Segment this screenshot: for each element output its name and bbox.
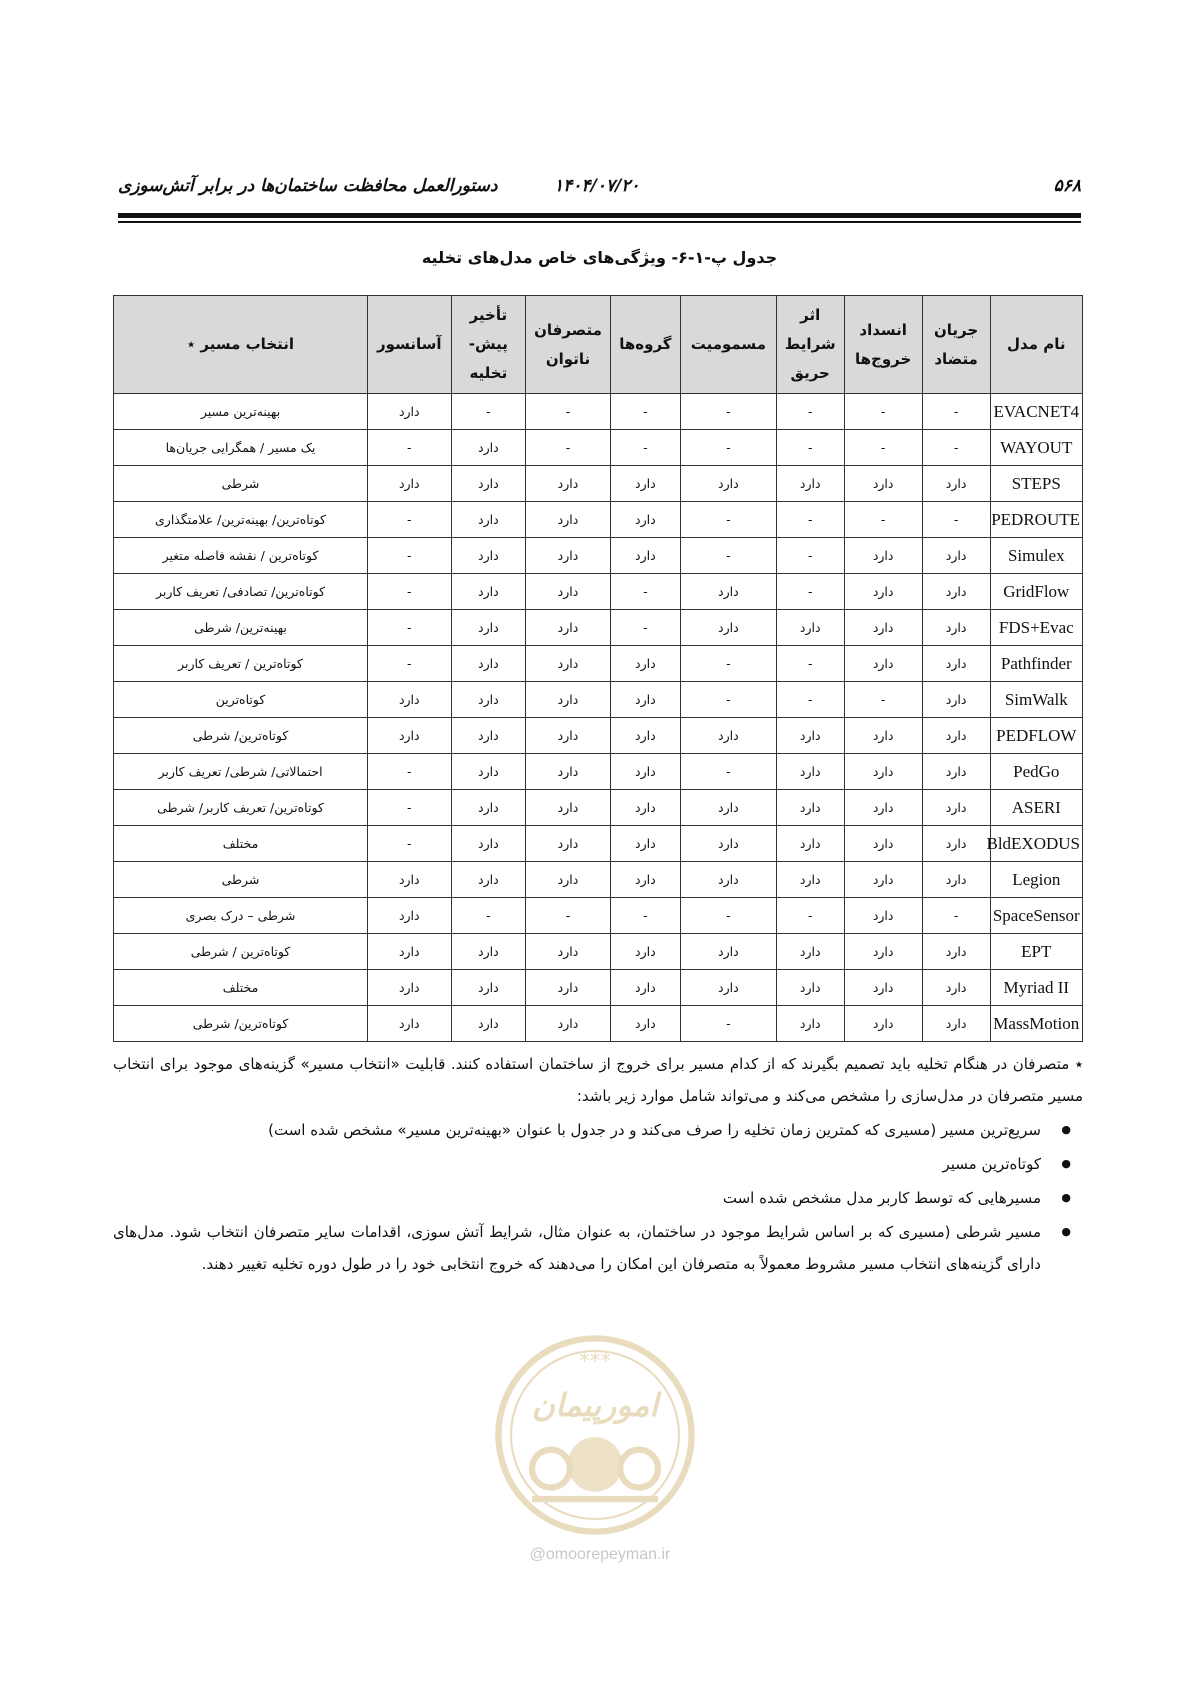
footnote-bullet: ● سریع‌ترین مسیر (مسیری که کمترین زمان تخلیه را صرف می‌کند و در جدول با عنوان «بهینه‌ترین مسیر» مشخص شده است) bbox=[113, 1114, 1083, 1146]
feature-cell: - bbox=[922, 430, 990, 466]
feature-cell: - bbox=[680, 682, 776, 718]
feature-cell: - bbox=[451, 898, 526, 934]
table-row bbox=[114, 718, 1083, 754]
feature-cell: دارد bbox=[368, 898, 452, 934]
feature-cell: دارد bbox=[610, 754, 680, 790]
feature-cell: - bbox=[776, 646, 844, 682]
feature-cell: دارد bbox=[368, 1006, 452, 1042]
feature-cell: - bbox=[922, 394, 990, 430]
feature-cell: دارد bbox=[526, 754, 611, 790]
feature-cell: - bbox=[526, 430, 611, 466]
feature-cell: دارد bbox=[526, 970, 611, 1006]
column-header: آسانسور bbox=[368, 296, 452, 394]
feature-cell: دارد bbox=[922, 718, 990, 754]
feature-cell: - bbox=[680, 754, 776, 790]
feature-cell: دارد bbox=[844, 466, 922, 502]
column-header: متصرفان ناتوان bbox=[526, 296, 611, 394]
header-rule-thin bbox=[118, 221, 1081, 223]
route-choice-cell: بهینه‌ترین مسیر bbox=[114, 394, 368, 430]
table-row bbox=[114, 1006, 1083, 1042]
model-name-cell: FDS+Evac bbox=[990, 610, 1082, 646]
feature-cell: دارد bbox=[844, 1006, 922, 1042]
feature-cell: دارد bbox=[922, 862, 990, 898]
table-row bbox=[114, 754, 1083, 790]
feature-cell: - bbox=[776, 430, 844, 466]
model-name-cell: PEDROUTE bbox=[990, 502, 1082, 538]
feature-cell: دارد bbox=[610, 466, 680, 502]
column-header: مسمومیت bbox=[680, 296, 776, 394]
model-name-cell: SimWalk bbox=[990, 682, 1082, 718]
feature-cell: دارد bbox=[776, 1006, 844, 1042]
feature-cell: دارد bbox=[680, 466, 776, 502]
model-name-cell: EVACNET4 bbox=[990, 394, 1082, 430]
feature-cell: دارد bbox=[922, 934, 990, 970]
feature-cell: دارد bbox=[844, 574, 922, 610]
feature-cell: دارد bbox=[451, 610, 526, 646]
model-name-cell: EPT bbox=[990, 934, 1082, 970]
feature-cell: - bbox=[680, 898, 776, 934]
feature-cell: دارد bbox=[844, 538, 922, 574]
table-row bbox=[114, 466, 1083, 502]
table-header-row bbox=[114, 296, 1083, 394]
feature-cell: دارد bbox=[368, 682, 452, 718]
model-name-cell: GridFlow bbox=[990, 574, 1082, 610]
model-name-cell: Myriad II bbox=[990, 970, 1082, 1006]
feature-cell: دارد bbox=[526, 1006, 611, 1042]
feature-cell: دارد bbox=[526, 538, 611, 574]
feature-cell: دارد bbox=[451, 682, 526, 718]
feature-cell: دارد bbox=[776, 610, 844, 646]
table-row bbox=[114, 610, 1083, 646]
feature-cell: دارد bbox=[610, 790, 680, 826]
column-header: اثر شرایط حریق bbox=[776, 296, 844, 394]
watermark-logo-text: امورپیمان bbox=[531, 1388, 659, 1425]
feature-cell: دارد bbox=[526, 790, 611, 826]
watermark-logo bbox=[490, 1330, 700, 1540]
feature-cell: دارد bbox=[610, 682, 680, 718]
watermark-url: @omoorepeyman.ir bbox=[529, 1546, 671, 1563]
route-choice-cell: مختلف bbox=[114, 826, 368, 862]
feature-cell: - bbox=[368, 790, 452, 826]
feature-cell: - bbox=[680, 538, 776, 574]
feature-cell: دارد bbox=[610, 1006, 680, 1042]
feature-cell: دارد bbox=[451, 826, 526, 862]
feature-cell: دارد bbox=[526, 826, 611, 862]
feature-cell: - bbox=[680, 394, 776, 430]
feature-cell: دارد bbox=[844, 862, 922, 898]
feature-cell: دارد bbox=[610, 718, 680, 754]
feature-cell: - bbox=[844, 682, 922, 718]
feature-cell: دارد bbox=[368, 934, 452, 970]
feature-cell: - bbox=[776, 502, 844, 538]
feature-cell: دارد bbox=[526, 502, 611, 538]
feature-cell: - bbox=[368, 610, 452, 646]
feature-cell: - bbox=[776, 898, 844, 934]
table-row bbox=[114, 394, 1083, 430]
feature-cell: دارد bbox=[610, 538, 680, 574]
route-choice-cell: مختلف bbox=[114, 970, 368, 1006]
table-row bbox=[114, 970, 1083, 1006]
feature-cell: دارد bbox=[922, 826, 990, 862]
feature-cell: دارد bbox=[526, 574, 611, 610]
feature-cell: - bbox=[922, 502, 990, 538]
feature-cell: دارد bbox=[368, 394, 452, 430]
feature-cell: - bbox=[680, 502, 776, 538]
feature-cell: دارد bbox=[610, 502, 680, 538]
feature-cell: - bbox=[368, 502, 452, 538]
feature-cell: دارد bbox=[776, 970, 844, 1006]
feature-cell: دارد bbox=[922, 646, 990, 682]
table-row bbox=[114, 826, 1083, 862]
route-choice-cell: کوتاه‌ترین/ شرطی bbox=[114, 1006, 368, 1042]
feature-cell: - bbox=[368, 574, 452, 610]
feature-cell: دارد bbox=[844, 610, 922, 646]
feature-cell: دارد bbox=[526, 682, 611, 718]
model-name-cell: Legion bbox=[990, 862, 1082, 898]
feature-cell: دارد bbox=[844, 754, 922, 790]
footnote-bullet-list bbox=[113, 1114, 1083, 1280]
feature-cell: دارد bbox=[776, 718, 844, 754]
feature-cell: - bbox=[680, 1006, 776, 1042]
feature-cell: دارد bbox=[680, 970, 776, 1006]
table-row bbox=[114, 502, 1083, 538]
feature-cell: دارد bbox=[526, 718, 611, 754]
route-choice-cell: شرطی bbox=[114, 466, 368, 502]
feature-cell: - bbox=[844, 430, 922, 466]
footnote bbox=[113, 1048, 1083, 1282]
feature-cell: دارد bbox=[451, 646, 526, 682]
feature-cell: دارد bbox=[680, 718, 776, 754]
table-row bbox=[114, 790, 1083, 826]
feature-cell: دارد bbox=[776, 862, 844, 898]
table-row bbox=[114, 646, 1083, 682]
model-name-cell: PEDFLOW bbox=[990, 718, 1082, 754]
table-row bbox=[114, 898, 1083, 934]
table-row bbox=[114, 862, 1083, 898]
table-row bbox=[114, 430, 1083, 466]
table-row bbox=[114, 538, 1083, 574]
feature-cell: دارد bbox=[776, 826, 844, 862]
feature-cell: دارد bbox=[610, 826, 680, 862]
feature-cell: دارد bbox=[776, 754, 844, 790]
route-choice-cell: کوتاه‌ترین / نقشه فاصله متغیر bbox=[114, 538, 368, 574]
route-choice-cell: شرطی – درک بصری bbox=[114, 898, 368, 934]
footnote-intro: ٭ متصرفان در هنگام تخلیه باید تصمیم بگیرند که از کدام مسیر برای خروج از ساختمان استفاده کنند. قابلیت «انتخاب مسیر» گزینه‌های موجود برای انتخاب مسیر متصرفان در مدل‌سازی را مشخص می‌کند و می‌تواند شامل موارد زیر باشد: bbox=[113, 1055, 1083, 1105]
feature-cell: - bbox=[844, 394, 922, 430]
feature-cell: دارد bbox=[451, 718, 526, 754]
feature-cell: - bbox=[680, 646, 776, 682]
feature-cell: دارد bbox=[844, 970, 922, 1006]
route-choice-cell: کوتاه‌ترین/ بهینه‌ترین/ علامتگذاری bbox=[114, 502, 368, 538]
feature-cell: - bbox=[610, 610, 680, 646]
feature-cell: دارد bbox=[844, 934, 922, 970]
feature-cell: - bbox=[776, 574, 844, 610]
feature-cell: دارد bbox=[922, 1006, 990, 1042]
feature-cell: دارد bbox=[844, 646, 922, 682]
feature-cell: دارد bbox=[526, 934, 611, 970]
feature-cell: دارد bbox=[922, 790, 990, 826]
feature-cell: - bbox=[368, 646, 452, 682]
feature-cell: دارد bbox=[680, 610, 776, 646]
feature-cell: - bbox=[680, 430, 776, 466]
document-date: ۱۴۰۴/۰۷/۲۰ bbox=[554, 176, 640, 196]
page-header bbox=[118, 176, 1081, 202]
feature-cell: دارد bbox=[451, 538, 526, 574]
model-name-cell: Simulex bbox=[990, 538, 1082, 574]
document-title: دستورالعمل محافظت ساختمان‌ها در برابر آتش‌سوزی bbox=[118, 176, 498, 196]
feature-cell: دارد bbox=[776, 934, 844, 970]
feature-cell: دارد bbox=[680, 826, 776, 862]
column-header: گروه‌ها bbox=[610, 296, 680, 394]
feature-cell: دارد bbox=[844, 898, 922, 934]
feature-cell: دارد bbox=[922, 754, 990, 790]
feature-cell: - bbox=[368, 430, 452, 466]
feature-cell: - bbox=[526, 898, 611, 934]
route-choice-cell: کوتاه‌ترین/ شرطی bbox=[114, 718, 368, 754]
feature-cell: دارد bbox=[368, 718, 452, 754]
feature-cell: دارد bbox=[844, 790, 922, 826]
feature-cell: - bbox=[526, 394, 611, 430]
feature-cell: دارد bbox=[922, 466, 990, 502]
feature-cell: دارد bbox=[451, 970, 526, 1006]
feature-cell: دارد bbox=[922, 610, 990, 646]
feature-cell: دارد bbox=[922, 574, 990, 610]
route-choice-cell: کوتاه‌ترین/ تصادفی/ تعریف کاربر bbox=[114, 574, 368, 610]
feature-cell: دارد bbox=[610, 646, 680, 682]
feature-cell: دارد bbox=[451, 502, 526, 538]
table-caption: جدول پ-۱-۶- ویژگی‌های خاص مدل‌های تخلیه bbox=[421, 248, 778, 267]
feature-cell: دارد bbox=[610, 970, 680, 1006]
route-choice-cell: کوتاه‌ترین bbox=[114, 682, 368, 718]
feature-cell: دارد bbox=[526, 862, 611, 898]
model-name-cell: WAYOUT bbox=[990, 430, 1082, 466]
feature-cell: دارد bbox=[680, 790, 776, 826]
table-row bbox=[114, 574, 1083, 610]
feature-cell: - bbox=[610, 394, 680, 430]
feature-cell: - bbox=[368, 754, 452, 790]
model-name-cell: STEPS bbox=[990, 466, 1082, 502]
feature-cell: دارد bbox=[680, 574, 776, 610]
column-header: تأخیر پیش-تخلیه bbox=[451, 296, 526, 394]
feature-cell: - bbox=[610, 574, 680, 610]
column-header: جریان متضاد bbox=[922, 296, 990, 394]
feature-cell: - bbox=[776, 394, 844, 430]
model-name-cell: BldEXODUS bbox=[990, 826, 1082, 862]
watermark-stars: *** bbox=[579, 1348, 611, 1373]
feature-cell: دارد bbox=[451, 934, 526, 970]
feature-cell: دارد bbox=[610, 862, 680, 898]
feature-cell: دارد bbox=[610, 934, 680, 970]
table-row bbox=[114, 682, 1083, 718]
feature-cell: دارد bbox=[368, 862, 452, 898]
feature-cell: دارد bbox=[844, 718, 922, 754]
footnote-bullet: ● کوتاه‌ترین مسیر bbox=[113, 1148, 1083, 1180]
table-row bbox=[114, 934, 1083, 970]
feature-cell: دارد bbox=[451, 466, 526, 502]
feature-cell: دارد bbox=[451, 754, 526, 790]
feature-cell: - bbox=[776, 682, 844, 718]
feature-cell: دارد bbox=[844, 826, 922, 862]
feature-cell: دارد bbox=[776, 790, 844, 826]
evacuation-models-table bbox=[113, 295, 1083, 1042]
model-name-cell: Pathfinder bbox=[990, 646, 1082, 682]
route-choice-cell: کوتاه‌ترین/ تعریف کاربر/ شرطی bbox=[114, 790, 368, 826]
feature-cell: دارد bbox=[451, 430, 526, 466]
model-name-cell: MassMotion bbox=[990, 1006, 1082, 1042]
column-header: انتخاب مسیر ٭ bbox=[114, 296, 368, 394]
column-header: نام مدل bbox=[990, 296, 1082, 394]
feature-cell: - bbox=[610, 898, 680, 934]
feature-cell: دارد bbox=[368, 466, 452, 502]
feature-cell: - bbox=[368, 826, 452, 862]
route-choice-cell: یک مسیر / همگرایی جریان‌ها bbox=[114, 430, 368, 466]
footnote-bullet: ● مسیر شرطی (مسیری که بر اساس شرایط موجود در ساختمان، به عنوان مثال، شرایط آتش سوزی، اقدامات سایر متصرفان انتخاب شود. مدل‌های دارای گزینه‌های انتخاب مسیر مشروط معمولاً به متصرفان این امکان را می‌دهند که خروج انتخابی خود را در طول دوره تخلیه تغییر دهند. bbox=[113, 1216, 1083, 1280]
route-choice-cell: شرطی bbox=[114, 862, 368, 898]
route-choice-cell: کوتاه‌ترین / تعریف کاربر bbox=[114, 646, 368, 682]
feature-cell: دارد bbox=[368, 970, 452, 1006]
footnote-bullet: ● مسیرهایی که توسط کاربر مدل مشخص شده است bbox=[113, 1182, 1083, 1214]
feature-cell: دارد bbox=[451, 1006, 526, 1042]
model-name-cell: ASERI bbox=[990, 790, 1082, 826]
feature-cell: دارد bbox=[451, 574, 526, 610]
feature-cell: - bbox=[610, 430, 680, 466]
page-number: ۵۶۸ bbox=[1053, 176, 1081, 196]
feature-cell: دارد bbox=[922, 538, 990, 574]
feature-cell: دارد bbox=[526, 610, 611, 646]
feature-cell: دارد bbox=[776, 466, 844, 502]
feature-cell: دارد bbox=[451, 790, 526, 826]
feature-cell: دارد bbox=[451, 862, 526, 898]
model-name-cell: SpaceSensor bbox=[990, 898, 1082, 934]
feature-cell: دارد bbox=[680, 934, 776, 970]
feature-cell: دارد bbox=[680, 862, 776, 898]
model-name-cell: PedGo bbox=[990, 754, 1082, 790]
header-rule-thick bbox=[118, 213, 1081, 218]
feature-cell: - bbox=[776, 538, 844, 574]
feature-cell: دارد bbox=[922, 970, 990, 1006]
feature-cell: - bbox=[922, 898, 990, 934]
feature-cell: دارد bbox=[526, 646, 611, 682]
route-choice-cell: کوتاه‌ترین / شرطی bbox=[114, 934, 368, 970]
route-choice-cell: احتمالاتی/ شرطی/ تعریف کاربر bbox=[114, 754, 368, 790]
column-header: انسداد خروج‌ها bbox=[844, 296, 922, 394]
feature-cell: دارد bbox=[922, 682, 990, 718]
table-body bbox=[114, 394, 1083, 1042]
route-choice-cell: بهینه‌ترین/ شرطی bbox=[114, 610, 368, 646]
feature-cell: - bbox=[368, 538, 452, 574]
feature-cell: - bbox=[451, 394, 526, 430]
feature-cell: دارد bbox=[526, 466, 611, 502]
feature-cell: - bbox=[844, 502, 922, 538]
